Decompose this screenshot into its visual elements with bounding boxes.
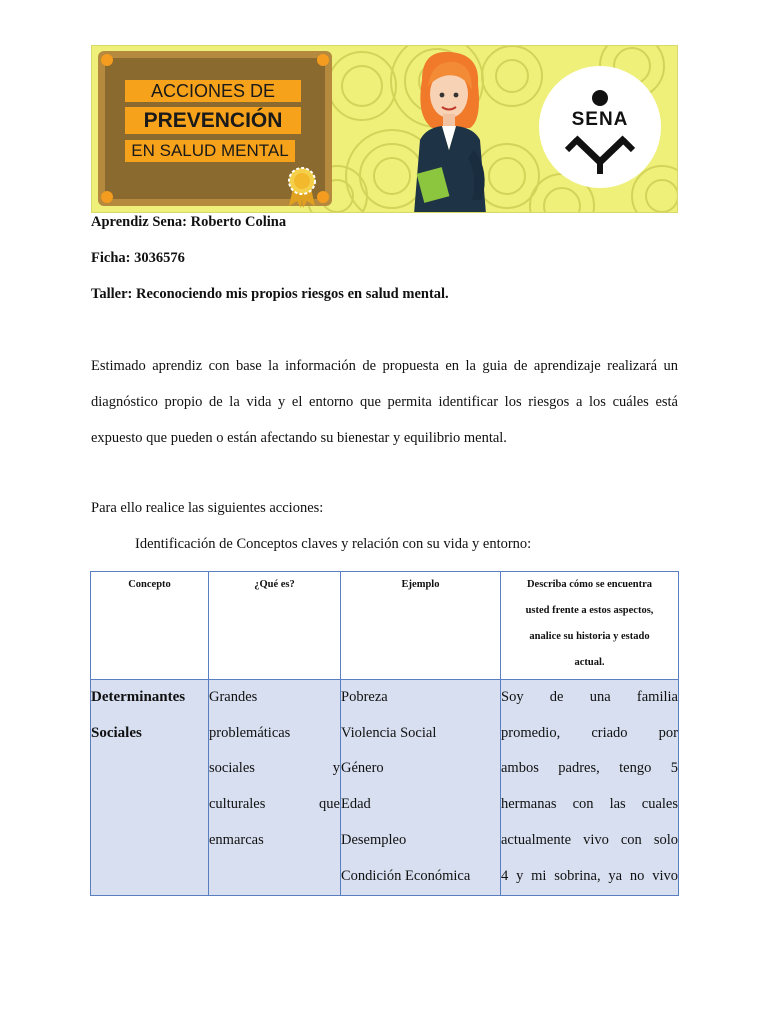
intro-line: diagnóstico propio de la vida y el entorno que permita identificar los riesgos a los cuáles está bbox=[91, 394, 678, 410]
concepto-line: Sociales bbox=[91, 724, 142, 741]
header-describa-line: Describa cómo se encuentra bbox=[526, 579, 653, 590]
concepts-table bbox=[90, 571, 679, 896]
table-row bbox=[91, 680, 679, 896]
ejemplo-item: Género bbox=[341, 760, 384, 777]
banner-title-line3: EN SALUD MENTAL bbox=[125, 140, 295, 162]
cell-descripcion bbox=[501, 680, 679, 896]
sena-logo bbox=[539, 66, 661, 188]
banner-title-line2: PREVENCIÓN bbox=[125, 107, 301, 134]
concepto-line: Determinantes bbox=[91, 689, 186, 705]
intro-paragraph bbox=[91, 348, 678, 456]
que-es-line: sociales y bbox=[209, 760, 340, 777]
banner-title-line1: ACCIONES DE bbox=[125, 80, 301, 102]
taller-title: Taller: Reconociendo mis propios riesgos en salud mental. bbox=[91, 286, 449, 302]
instructions-subheading: Identificación de Conceptos claves y relación con su vida y entorno: bbox=[135, 536, 532, 552]
ejemplo-item: Edad bbox=[341, 796, 371, 813]
que-es-line: Grandes bbox=[209, 689, 258, 705]
descripcion-line: 4 y mi sobrina, ya no vivo bbox=[501, 867, 678, 884]
ejemplo-item: Pobreza bbox=[341, 689, 388, 705]
ejemplo-item: Desempleo bbox=[341, 831, 407, 848]
intro-line: expuesto que pueden o están afectando su bienestar y equilibrio mental. bbox=[91, 430, 507, 446]
header-banner bbox=[91, 45, 678, 213]
header-que-es: ¿Qué es? bbox=[209, 572, 341, 680]
ejemplo-item: Violencia Social bbox=[341, 724, 437, 741]
notice-board bbox=[98, 51, 332, 206]
ficha-number: Ficha: 3036576 bbox=[91, 250, 185, 266]
teacher-illustration bbox=[392, 50, 502, 213]
header-describa bbox=[501, 572, 679, 680]
award-medal-icon bbox=[285, 166, 319, 208]
instructions-text: Para ello realice las siguientes acciones: bbox=[91, 500, 324, 516]
header-describa-line: usted frente a estos aspectos, bbox=[525, 605, 654, 616]
descripcion-line: hermanas con las cuales bbox=[501, 796, 678, 813]
header-describa-line: analice su historia y estado bbox=[529, 631, 650, 642]
que-es-line: problemáticas bbox=[209, 724, 291, 741]
pin-icon bbox=[317, 54, 329, 66]
descripcion-line: promedio, criado por bbox=[501, 724, 678, 741]
cell-que-es bbox=[209, 680, 341, 896]
header-concepto: Concepto bbox=[91, 572, 209, 680]
pin-icon bbox=[101, 191, 113, 203]
cell-concepto bbox=[91, 680, 209, 896]
pin-icon bbox=[101, 54, 113, 66]
intro-line: Estimado aprendiz con base la información de propuesta en la guia de aprendizaje realizará un bbox=[91, 358, 678, 374]
cell-ejemplo bbox=[341, 680, 501, 896]
descripcion-line: Soy de una familia bbox=[501, 689, 678, 705]
sena-logo-text: SENA bbox=[571, 109, 629, 130]
descripcion-line: ambos padres, tengo 5 bbox=[501, 760, 678, 777]
ejemplo-item: Condición Económica bbox=[341, 867, 471, 884]
aprendiz-name: Aprendiz Sena: Roberto Colina bbox=[91, 214, 287, 230]
header-describa-line: actual. bbox=[574, 657, 605, 668]
header-ejemplo: Ejemplo bbox=[341, 572, 501, 680]
table-header-row bbox=[91, 572, 679, 680]
descripcion-line: actualmente vivo con solo bbox=[501, 831, 678, 848]
que-es-line: culturales que bbox=[209, 796, 340, 813]
que-es-line: enmarcas bbox=[209, 831, 264, 848]
